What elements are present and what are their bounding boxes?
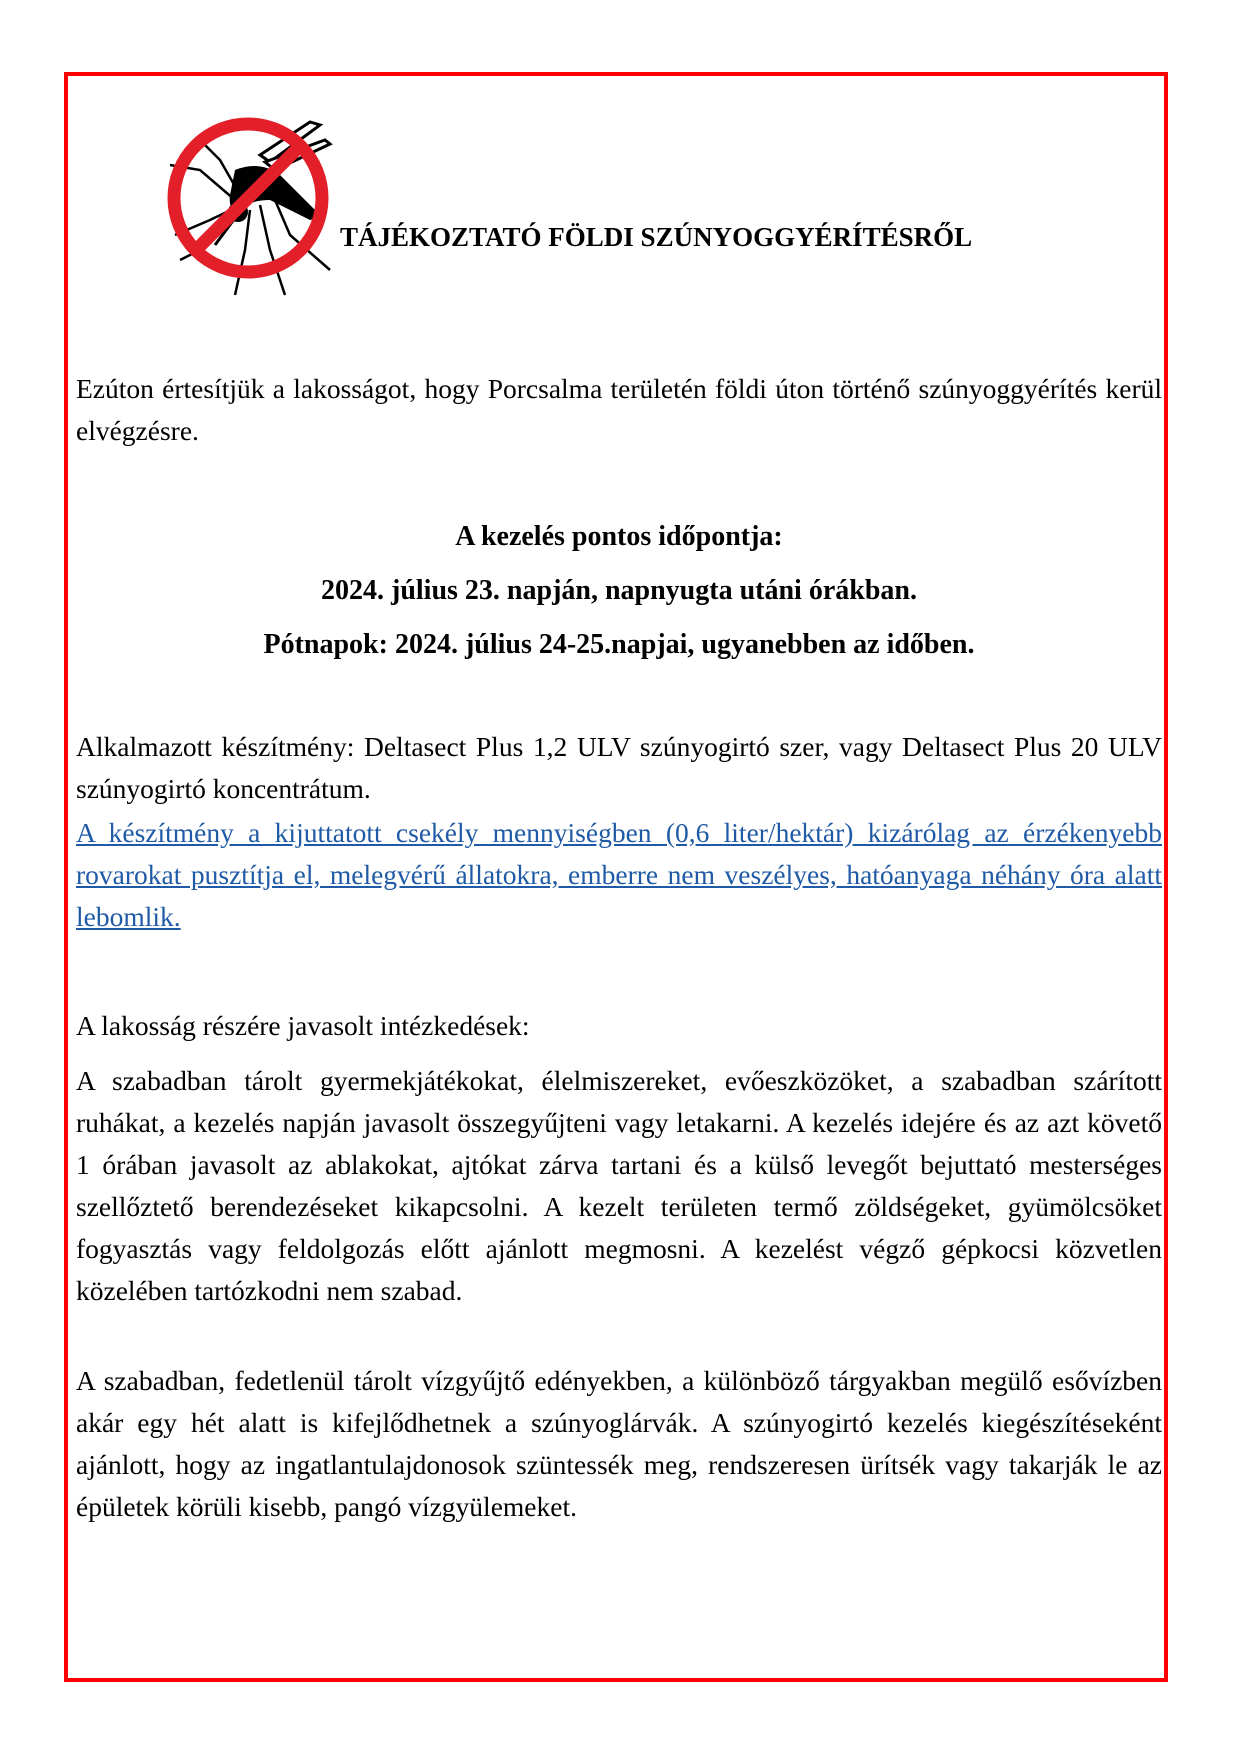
intro-paragraph: Ezúton értesítjük a lakosságot, hogy Porcsalma területén földi úton történő szúnyoggyérítés kerül elvégzésre.	[76, 373, 1162, 446]
mosquito-leg	[260, 205, 285, 295]
preparation-paragraph: Alkalmazott készítmény: Deltasect Plus 1,2 ULV szúnyogirtó szer, vagy Deltasect Plus 20 ULV szúnyogirtó koncentrátum.	[76, 731, 1162, 804]
document-title: TÁJÉKOZTATÓ FÖLDI SZÚNYOGGYÉRÍTÉSRŐL	[340, 222, 973, 252]
measures-heading: A lakosság részére javasolt intézkedések:	[76, 1010, 530, 1041]
schedule-main-date: 2024. július 23. napján, napnyugta utáni órákban.	[321, 575, 917, 606]
mosquito-leg	[235, 210, 250, 295]
no-mosquito-graphic	[140, 100, 350, 300]
schedule-heading: A kezelés pontos időpontja:	[455, 521, 783, 552]
no-mosquito-icon	[140, 100, 350, 300]
measures-paragraph: A szabadban tárolt gyermekjátékokat, élelmiszereket, evőeszközöket, a szabadban szárított ruhákat, a kezelés napján javasolt összegyűjteni vagy letakarni. A kezelés idejére és az azt követő 1 órában javasolt az ablakokat, ajtókat zárva tartani és a külső levegőt bejuttató mesterséges szellőztető berendezéseket kikapcsolni. A kezelt területen termő zöldségeket, gyümölcsöket fogyasztás vagy feldolgozás előtt ajánlott megmosni. A kezelést végző gépkocsi közvetlen közelében tartózkodni nem szabad.	[76, 1065, 1162, 1306]
safety-note-link[interactable]: A készítmény a kijuttatott csekély mennyiségben (0,6 liter/hektár) kizárólag az érzékenyebb rovarokat pusztítja el, melegvérű állatokra, emberre nem veszélyes, hatóanyaga néhány óra alatt lebomlik.	[76, 817, 1162, 932]
water-paragraph: A szabadban, fedetlenül tárolt vízgyűjtő edényekben, a különböző tárgyakban megülő esővízben akár egy hét alatt is kifejlődhetnek a szúnyoglárvák. A szúnyogirtó kezelés kiegészítéseként ajánlott, hogy az ingatlantulajdonosok szüntessék meg, rendszeresen ürítsék vagy takarják le az épületek körüli kisebb, pangó vízgyülemeket.	[76, 1365, 1162, 1522]
schedule-block	[76, 510, 1162, 672]
schedule-backup-dates: Pótnapok: 2024. július 24-25.napjai, ugyanebben az időben.	[263, 629, 975, 660]
